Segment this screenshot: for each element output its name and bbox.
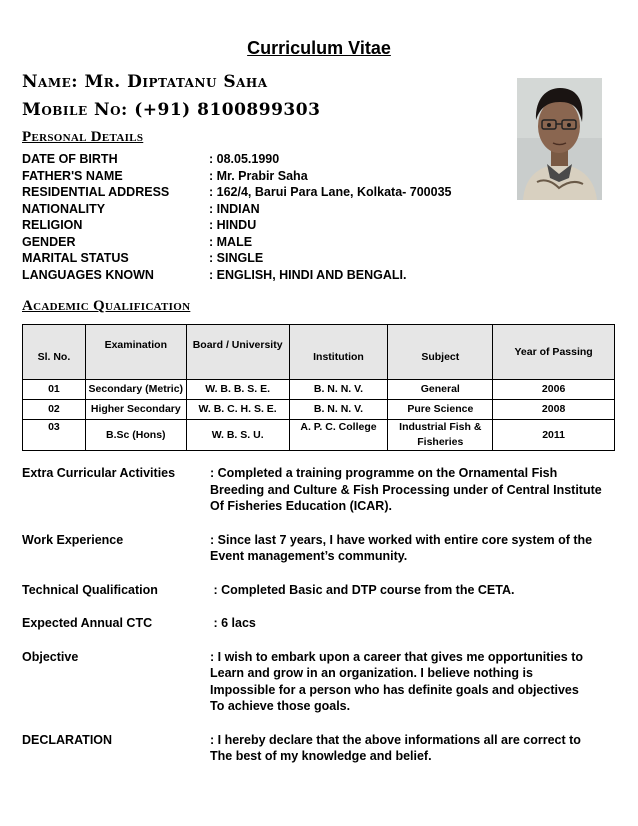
header-sl-no: Sl. No. bbox=[23, 325, 86, 380]
info-label: DECLARATION bbox=[22, 732, 113, 747]
info-line: To achieve those goals. bbox=[210, 699, 351, 713]
personal-detail-row bbox=[22, 234, 502, 251]
info-line: : Completed a training programme on the Ornamental Fish bbox=[210, 466, 558, 480]
detail-label: LANGUAGES KNOWN bbox=[22, 267, 154, 282]
personal-detail-row bbox=[22, 267, 502, 284]
cell: 2006 bbox=[493, 380, 615, 400]
info-line: : Completed Basic and DTP course from the CETA. bbox=[210, 582, 515, 597]
personal-detail-row bbox=[22, 250, 502, 267]
info-label: Objective bbox=[22, 649, 79, 664]
info-label: Work Experience bbox=[22, 532, 124, 547]
profile-photo bbox=[517, 78, 602, 200]
cell: W. B. B. S. E. bbox=[186, 380, 289, 400]
info-line: The best of my knowledge and belief. bbox=[210, 749, 432, 763]
cell: 2008 bbox=[493, 400, 615, 420]
cell: Pure Science bbox=[388, 400, 493, 420]
detail-value: : HINDU bbox=[209, 218, 257, 232]
detail-value: : SINGLE bbox=[209, 251, 264, 265]
document-title: Curriculum Vitae bbox=[247, 38, 391, 58]
info-line: Breeding and Culture & Fish Processing under of Central Institute bbox=[210, 482, 602, 497]
cell: 2011 bbox=[493, 420, 615, 451]
table-header-row bbox=[23, 325, 615, 380]
info-line: Of Fisheries Education (ICAR). bbox=[210, 499, 392, 513]
info-line: Learn and grow in an organization. I believe nothing is bbox=[210, 666, 533, 680]
cell: Higher Secondary bbox=[85, 400, 186, 420]
personal-details-heading: Personal Details bbox=[22, 129, 144, 145]
academic-qualification-heading: Academic Qualification bbox=[22, 298, 191, 314]
info-row bbox=[22, 465, 622, 515]
detail-value: : 162/4, Barui Para Lane, Kolkata- 700035 bbox=[209, 185, 452, 199]
info-row bbox=[22, 582, 622, 599]
header-board: Board / University bbox=[186, 325, 289, 380]
info-row bbox=[22, 732, 622, 765]
info-line: Event management’s community. bbox=[210, 549, 408, 563]
detail-label: GENDER bbox=[22, 234, 76, 249]
info-value bbox=[210, 532, 622, 565]
cell: 03 bbox=[23, 420, 86, 451]
cell: Industrial Fish & Fisheries bbox=[388, 420, 493, 451]
cell: A. P. C. College bbox=[289, 420, 388, 451]
personal-details-list bbox=[22, 151, 502, 283]
cell: General bbox=[388, 380, 493, 400]
info-value bbox=[210, 649, 622, 715]
info-row bbox=[22, 649, 622, 715]
header-examination: Examination bbox=[85, 325, 186, 380]
info-value bbox=[210, 615, 622, 632]
personal-detail-row bbox=[22, 168, 502, 185]
detail-label: RESIDENTIAL ADDRESS bbox=[22, 185, 170, 199]
additional-info-list bbox=[22, 465, 622, 765]
info-value bbox=[210, 732, 622, 765]
cell: Secondary (Metric) bbox=[85, 380, 186, 400]
header-year-of-passing: Year of Passing bbox=[493, 325, 615, 380]
info-line: : I wish to embark upon a career that gives me opportunities to bbox=[210, 649, 583, 664]
cell: W. B. S. U. bbox=[186, 420, 289, 451]
personal-detail-row bbox=[22, 217, 502, 234]
personal-detail-row bbox=[22, 151, 502, 168]
header-subject: Subject bbox=[388, 325, 493, 380]
detail-value: : 08.05.1990 bbox=[209, 152, 280, 166]
info-label: Extra Curricular Activities bbox=[22, 466, 176, 480]
info-line: : Since last 7 years, I have worked with entire core system of the bbox=[210, 532, 593, 547]
detail-value: : Mr. Prabir Saha bbox=[209, 168, 308, 183]
detail-label: RELIGION bbox=[22, 218, 83, 232]
cell: B. N. N. V. bbox=[289, 380, 388, 400]
cell: B. N. N. V. bbox=[289, 400, 388, 420]
info-value bbox=[210, 582, 622, 599]
table-row bbox=[23, 400, 615, 420]
info-line: : I hereby declare that the above informations all are correct to bbox=[210, 732, 581, 747]
detail-label: MARITAL STATUS bbox=[22, 251, 129, 265]
cell: W. B. C. H. S. E. bbox=[186, 400, 289, 420]
mobile-number: Mobile No: (+91) 8100899303 bbox=[22, 100, 321, 120]
academic-qualification-table bbox=[22, 324, 615, 451]
detail-label: NATIONALITY bbox=[22, 201, 106, 216]
header-institution: Institution bbox=[289, 325, 388, 380]
cell: 01 bbox=[23, 380, 86, 400]
table-row bbox=[23, 420, 615, 451]
table-row bbox=[23, 380, 615, 400]
personal-detail-row bbox=[22, 184, 502, 201]
detail-label: DATE OF BIRTH bbox=[22, 152, 118, 166]
info-line: : 6 lacs bbox=[210, 616, 256, 630]
detail-label: FATHER'S NAME bbox=[22, 168, 123, 183]
candidate-name: Name: Mr. Diptatanu Saha bbox=[22, 72, 268, 92]
info-label: Expected Annual CTC bbox=[22, 616, 153, 630]
detail-value: : ENGLISH, HINDI AND BENGALI. bbox=[209, 267, 407, 282]
cell: 02 bbox=[23, 400, 86, 420]
detail-value: : INDIAN bbox=[209, 201, 260, 216]
detail-value: : MALE bbox=[209, 234, 253, 249]
info-value bbox=[210, 465, 622, 515]
cell: B.Sc (Hons) bbox=[85, 420, 186, 451]
info-label: Technical Qualification bbox=[22, 582, 158, 597]
info-line: Impossible for a person who has definite goals and objectives bbox=[210, 682, 579, 697]
info-row bbox=[22, 615, 622, 632]
info-row bbox=[22, 532, 622, 565]
personal-detail-row bbox=[22, 201, 502, 218]
